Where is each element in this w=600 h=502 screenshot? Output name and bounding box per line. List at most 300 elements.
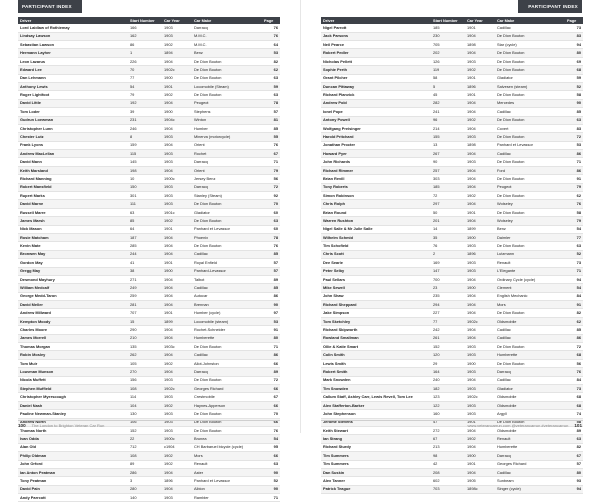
car-year-cell: 1904c [162, 116, 192, 124]
page-cell: 82 [565, 443, 583, 451]
start-number-cell: 262 [128, 351, 162, 359]
car-make-cell: Oldsmobile [495, 401, 565, 409]
page-cell: 86 [565, 334, 583, 342]
page-cell: 93 [565, 477, 583, 485]
table-row [321, 32, 583, 40]
car-make-cell: CH Barbaruel bicycle (cycle) [192, 443, 262, 451]
page-cell: 81 [262, 116, 280, 124]
car-year-cell: 1903 [465, 133, 495, 141]
driver-cell: Daniel Nash [18, 401, 128, 409]
table-row [18, 141, 280, 149]
car-year-cell: 1904 [465, 217, 495, 225]
car-make-cell: Gladiator [192, 208, 262, 216]
driver-cell: Ivan Odda [18, 435, 128, 443]
start-number-cell: 602 [431, 477, 465, 485]
page-cell: 53 [262, 317, 280, 325]
car-make-cell: Cadillac [192, 351, 262, 359]
car-year-cell: 1904 [162, 485, 192, 493]
driver-cell: Nigel Parrott [321, 24, 431, 32]
car-year-cell: 1900 [465, 233, 495, 241]
car-make-cell: Cadillac [495, 326, 565, 334]
start-number-cell: 297 [431, 200, 465, 208]
driver-cell: Lindsay Lawson [18, 32, 128, 40]
page-cell: 92 [262, 192, 280, 200]
table-row [321, 292, 583, 300]
page-cell: 72 [262, 183, 280, 191]
car-year-cell: 1896 [465, 82, 495, 90]
page-cell: 79 [262, 166, 280, 174]
car-make-cell: Cadillac [495, 334, 565, 342]
driver-cell: Robert Smith [321, 368, 431, 376]
car-year-cell: 1904 [465, 49, 495, 57]
table-row [321, 192, 583, 200]
car-make-cell: Wolseley [495, 200, 565, 208]
page-cell: 80 [262, 334, 280, 342]
driver-cell: Ionel Pope [321, 108, 431, 116]
page-cell: 90 [565, 99, 583, 107]
page-cell: 66 [262, 452, 280, 460]
car-year-cell: 1902 [162, 40, 192, 48]
car-year-cell: 1901 [162, 259, 192, 267]
car-year-cell: 1903 [465, 242, 495, 250]
driver-cell: Callum Staff, Ashley Carr, Lewis Revell, Tom Lee [321, 393, 431, 401]
table-row [18, 292, 280, 300]
car-year-cell: 1901 [465, 460, 495, 468]
page-cell: 62 [565, 192, 583, 200]
driver-cell: James Morrell [18, 334, 128, 342]
driver-cell: Colin Smith [321, 351, 431, 359]
driver-cell: Thomas Morgan [18, 343, 128, 351]
start-number-cell: 122 [431, 401, 465, 409]
driver-cell: Lewis Smith [321, 359, 431, 367]
driver-cell: George Medd-Taron [18, 292, 128, 300]
page-cell: 59 [565, 74, 583, 82]
driver-cell: Louvman Munson [18, 368, 128, 376]
driver-cell: Desmond Mayhury [18, 275, 128, 283]
driver-cell: Stephen Muffield [18, 385, 128, 393]
table-row [321, 301, 583, 309]
car-year-cell: 1903 [465, 57, 495, 65]
table-row [18, 116, 280, 124]
start-number-cell: 185 [431, 24, 465, 32]
page-cell: 76 [565, 200, 583, 208]
page-cell: 76 [262, 32, 280, 40]
start-number-cell: 270 [128, 368, 162, 376]
driver-cell: Wilhelm Schmid [321, 233, 431, 241]
table-row [321, 217, 583, 225]
page-cell: 66 [262, 401, 280, 409]
car-make-cell: Covert [495, 124, 565, 132]
driver-cell: Howard Pyer [321, 150, 431, 158]
car-year-cell: 1894 [162, 49, 192, 57]
start-number-cell: 242 [431, 326, 465, 334]
driver-cell: James Marsh [18, 217, 128, 225]
car-year-cell: 1903 [465, 343, 495, 351]
start-number-cell: 235 [431, 292, 465, 300]
start-number-cell: 198 [128, 166, 162, 174]
car-make-cell: De Dion Bouton [495, 158, 565, 166]
page-cell: 86 [262, 351, 280, 359]
page-cell: 83 [565, 124, 583, 132]
car-year-cell: c1904 [162, 443, 192, 451]
car-year-cell: 1896 [465, 250, 495, 258]
start-number-cell: 213 [431, 443, 465, 451]
table-row [18, 66, 280, 74]
driver-cell: Russell Marre [18, 208, 128, 216]
driver-cell: Andy Parrcott [18, 494, 128, 502]
start-number-cell: 10 [128, 175, 162, 183]
driver-cell: Tim Summers [321, 460, 431, 468]
car-make-cell: De Dion Bouton [192, 418, 262, 426]
page-cell: 90 [262, 468, 280, 476]
table-row [321, 150, 583, 158]
start-number-cell: 150 [128, 183, 162, 191]
table-row [321, 485, 583, 493]
car-year-cell: 1903 [465, 158, 495, 166]
start-number-cell: 67 [431, 435, 465, 443]
driver-cell: Chris Rolph [321, 200, 431, 208]
table-row [18, 158, 280, 166]
car-make-cell: Allot-Johnston [192, 359, 262, 367]
driver-cell: Ian Strang [321, 435, 431, 443]
car-year-cell: 1903 [162, 150, 192, 158]
car-year-cell: 1904 [465, 376, 495, 384]
table-row [321, 49, 583, 57]
page-cell: 72 [565, 133, 583, 141]
driver-cell: Roger Lightfoot [18, 91, 128, 99]
page-cell: 66 [262, 418, 280, 426]
car-make-cell: Panhard et Levassor [192, 477, 262, 485]
table-row [18, 166, 280, 174]
car-make-cell: Autocar [192, 292, 262, 300]
car-make-cell: Cadillac [495, 108, 565, 116]
page-cell: 71 [262, 343, 280, 351]
car-year-cell: 1904 [465, 108, 495, 116]
table-row [18, 49, 280, 57]
start-number-cell: 86 [128, 40, 162, 48]
car-make-cell: De Dion Bouton [495, 32, 565, 40]
page-cell: 94 [565, 485, 583, 493]
page-cell: 84 [565, 376, 583, 384]
page-cell: 56 [262, 175, 280, 183]
page-cell: 68 [565, 401, 583, 409]
car-year-cell: 1905 [465, 477, 495, 485]
car-year-cell: 1901 [162, 82, 192, 90]
car-year-cell: 1900 [162, 267, 192, 275]
table-row [18, 477, 280, 485]
car-year-cell: 1904 [465, 150, 495, 158]
car-year-cell: 1901 [465, 91, 495, 99]
car-make-cell: Mors [495, 301, 565, 309]
table-row [18, 200, 280, 208]
car-make-cell: Albion [192, 485, 262, 493]
page-cell: 67 [262, 393, 280, 401]
page-cell: 78 [262, 99, 280, 107]
table-row [18, 175, 280, 183]
column-header-car-year: Car Year [465, 17, 495, 24]
car-year-cell: 1902 [465, 116, 495, 124]
driver-cell: Richard Sheppard [321, 301, 431, 309]
driver-cell: Richard Sturdy [321, 443, 431, 451]
start-number-cell: 130 [128, 410, 162, 418]
car-make-cell: Minerva (motorcycle) [192, 133, 262, 141]
car-make-cell: De Dion Bouton [192, 217, 262, 225]
table-row [321, 124, 583, 132]
driver-cell: Brian Revill [321, 175, 431, 183]
driver-cell: Mike Sewell [321, 284, 431, 292]
driver-cell: Tom Loder [18, 108, 128, 116]
driver-cell: Ollie & Katie Smart [321, 343, 431, 351]
start-number-cell: 15 [128, 317, 162, 325]
page-cell: 67 [565, 452, 583, 460]
page-cell: 66 [262, 359, 280, 367]
car-year-cell: 1898 [465, 141, 495, 149]
start-number-cell: 35 [431, 233, 465, 241]
driver-cell: Gordon May [18, 259, 128, 267]
table-row [321, 317, 583, 325]
car-make-cell: Brennan [192, 301, 262, 309]
start-number-cell: 261 [431, 334, 465, 342]
car-make-cell: De Dion Bouton [192, 200, 262, 208]
start-number-cell: 241 [431, 108, 465, 116]
table-row [18, 192, 280, 200]
car-make-cell: Cadillac [495, 24, 565, 32]
car-year-cell: 1904 [465, 292, 495, 300]
car-year-cell: 1901 [465, 24, 495, 32]
driver-cell: Alex Stafferton-Barker [321, 401, 431, 409]
start-number-cell: 155 [431, 133, 465, 141]
table-row [18, 410, 280, 418]
start-number-cell: 244 [128, 250, 162, 258]
car-year-cell: 1902c [465, 393, 495, 401]
start-number-cell: 214 [431, 124, 465, 132]
page-cell: 90 [262, 485, 280, 493]
driver-cell: Tim Summers [321, 452, 431, 460]
table-row [321, 259, 583, 267]
table-row [321, 99, 583, 107]
car-year-cell: 1904 [465, 200, 495, 208]
page-cell: 68 [565, 351, 583, 359]
car-make-cell: Cadillac [192, 250, 262, 258]
car-make-cell: Humberette [495, 351, 565, 359]
start-number-cell: 58 [431, 74, 465, 82]
car-make-cell: De Dion Bouton [495, 91, 565, 99]
car-make-cell: Salvesen (steam) [495, 82, 565, 90]
table-row [18, 326, 280, 334]
table-row [18, 301, 280, 309]
driver-cell: Paul Sellars [321, 275, 431, 283]
driver-cell: Christopher Lunn [18, 124, 128, 132]
driver-cell: Mark Snowden [321, 376, 431, 384]
table-row [321, 385, 583, 393]
page-cell: 76 [565, 368, 583, 376]
driver-cell: Andrew North [18, 418, 128, 426]
car-make-cell: Darracq [495, 368, 565, 376]
car-make-cell: Stephens [192, 108, 262, 116]
table-row [18, 208, 280, 216]
car-year-cell: 1902c [162, 385, 192, 393]
page-cell: 59 [262, 82, 280, 90]
driver-cell: Pauline Newman-Stanley [18, 410, 128, 418]
table-row [321, 183, 583, 191]
driver-cell: John Richards [321, 158, 431, 166]
page-cell: 80 [565, 49, 583, 57]
car-year-cell: 1904 [465, 326, 495, 334]
driver-cell: Brian Round [321, 208, 431, 216]
page-cell: 80 [565, 468, 583, 476]
column-header-page: Page [565, 17, 583, 24]
start-number-cell: 104 [128, 401, 162, 409]
car-make-cell: Royal Enfield [192, 259, 262, 267]
driver-cell: Andrew MacLellan [18, 150, 128, 158]
driver-cell: Rowland Smallman [321, 334, 431, 342]
start-number-cell: 182 [431, 385, 465, 393]
table-row [321, 368, 583, 376]
page-cell: 68 [565, 66, 583, 74]
table-row [321, 175, 583, 183]
car-make-cell: Oldsmobile [495, 426, 565, 434]
page-cell: 52 [262, 477, 280, 485]
car-year-cell: 1903 [162, 192, 192, 200]
driver-cell: Duncan Pittaway [321, 82, 431, 90]
page-cell: 57 [262, 108, 280, 116]
driver-cell: Richard Skipworth [321, 326, 431, 334]
table-row [321, 74, 583, 82]
table-header-row [18, 17, 280, 24]
start-number-cell: 159 [128, 141, 162, 149]
section-header-band [518, 0, 582, 13]
car-year-cell: 1900 [162, 108, 192, 116]
car-year-cell: 1902 [162, 359, 192, 367]
start-number-cell: 42 [431, 460, 465, 468]
start-number-cell: 294 [431, 301, 465, 309]
car-year-cell: 1904 [162, 326, 192, 334]
driver-cell: Sophie Perth [321, 66, 431, 74]
car-year-cell: 1903c [162, 343, 192, 351]
table-row [321, 443, 583, 451]
driver-cell: Dan Lehmann [18, 74, 128, 82]
car-make-cell: Darracq [192, 183, 262, 191]
start-number-cell: 135 [128, 343, 162, 351]
car-make-cell: Talbot [192, 275, 262, 283]
driver-cell: Dee Searle [321, 259, 431, 267]
driver-cell: Neil Pearce [321, 40, 431, 48]
table-row [321, 133, 583, 141]
car-year-cell: 1902 [162, 452, 192, 460]
table-row [321, 275, 583, 283]
table-row [18, 183, 280, 191]
table-row [18, 124, 280, 132]
car-make-cell: Peugeot [495, 183, 565, 191]
page-cell: 58 [565, 418, 583, 426]
car-year-cell: 1900c [162, 435, 192, 443]
driver-cell: David Marne [18, 200, 128, 208]
car-make-cell: De Dion Bouton [192, 57, 262, 65]
driver-cell: David Meller [18, 301, 128, 309]
start-number-cell: 22 [128, 435, 162, 443]
driver-cell: Sebastian Lawson [18, 40, 128, 48]
table-row [321, 460, 583, 468]
section-header-label: PARTICIPANT INDEX [528, 4, 578, 9]
car-make-cell: De Dion Bouton [495, 175, 565, 183]
start-number-cell: 119 [431, 66, 465, 74]
start-number-cell: 39 [128, 108, 162, 116]
car-year-cell: 1902c [465, 317, 495, 325]
start-number-cell: 301 [128, 192, 162, 200]
car-year-cell: 1903 [162, 32, 192, 40]
table-row [321, 343, 583, 351]
car-year-cell: 1904 [162, 334, 192, 342]
page-cell: 71 [565, 158, 583, 166]
driver-cell: Keith Stewart [321, 426, 431, 434]
table-row [321, 158, 583, 166]
driver-cell: Alex Tanner [321, 477, 431, 485]
start-number-cell: 85 [128, 217, 162, 225]
start-number-cell: 111 [128, 200, 162, 208]
car-year-cell: 1902c [162, 66, 192, 74]
car-make-cell: Renault [192, 460, 262, 468]
page-cell: 85 [262, 124, 280, 132]
car-make-cell: M.M.C. [192, 32, 262, 40]
car-make-cell: Humberette [192, 334, 262, 342]
car-year-cell: 1900 [162, 74, 192, 82]
driver-cell: Richard Planvick [321, 91, 431, 99]
start-number-cell: 286 [128, 468, 162, 476]
start-number-cell: 259 [128, 292, 162, 300]
car-year-cell: 1903 [465, 351, 495, 359]
page-cell: 54 [565, 284, 583, 292]
table-row [18, 343, 280, 351]
driver-cell: Tom Muir [18, 359, 128, 367]
table-row [18, 435, 280, 443]
car-make-cell: Darracq [495, 452, 565, 460]
table-row [321, 242, 583, 250]
driver-cell: Philip Oldman [18, 452, 128, 460]
table-row [321, 200, 583, 208]
page-cell: 56 [565, 359, 583, 367]
car-year-cell: 1900 [465, 359, 495, 367]
page-cell: 69 [565, 57, 583, 65]
car-year-cell: 1901 [162, 309, 192, 317]
page-cell: 60 [262, 208, 280, 216]
driver-cell: Dan Suskin [321, 468, 431, 476]
car-make-cell: De Dion Bouton [495, 116, 565, 124]
car-make-cell: Locomobile (steam) [192, 317, 262, 325]
page-cell: 52 [565, 82, 583, 90]
car-year-cell: 1903 [162, 410, 192, 418]
car-year-cell: 1903 [162, 494, 192, 502]
page-cell: 79 [565, 183, 583, 191]
driver-cell: Tim Schofield [321, 242, 431, 250]
start-number-cell: 147 [431, 267, 465, 275]
footer-divider [321, 420, 583, 421]
car-year-cell: 1903 [465, 368, 495, 376]
table-row [18, 40, 280, 48]
table-row [18, 233, 280, 241]
driver-cell: Hermann Layher [18, 49, 128, 57]
page-cell: 63 [565, 242, 583, 250]
car-year-cell: 1904 [162, 292, 192, 300]
driver-cell: Gregg May [18, 267, 128, 275]
car-year-cell: 1902 [465, 192, 495, 200]
start-number-cell: 1 [128, 49, 162, 57]
car-year-cell: 1903 [162, 24, 192, 32]
page-cell: 89 [262, 368, 280, 376]
table-row [321, 91, 583, 99]
section-header-band [18, 0, 82, 13]
table-row [321, 66, 583, 74]
car-make-cell: De Dion Bouton [192, 74, 262, 82]
